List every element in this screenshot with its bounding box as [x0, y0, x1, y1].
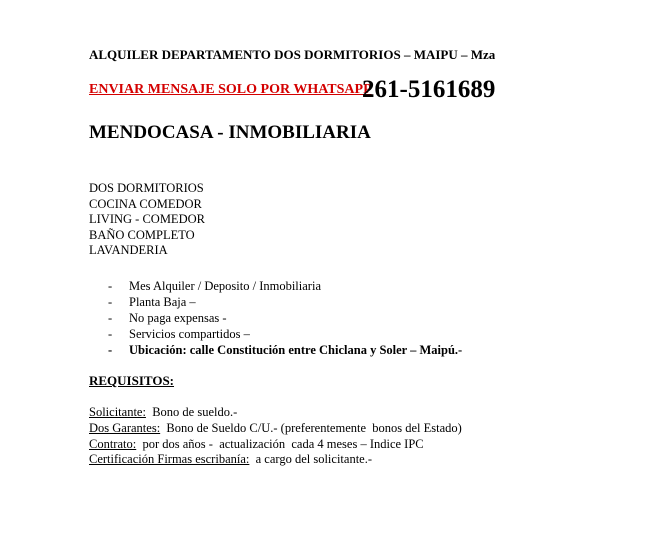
- requirement-text: Bono de Sueldo C/U.- (preferentemente bonos del Estado): [160, 420, 462, 435]
- bullet-dash: -: [108, 343, 113, 357]
- bullet-dash: -: [108, 327, 113, 341]
- requirements-heading: REQUISITOS:: [89, 373, 175, 388]
- list-item: [108, 326, 462, 342]
- feature-item: DOS DORMITORIOS: [89, 181, 204, 195]
- requirement-text: a cargo del solicitante.-: [249, 452, 372, 467]
- list-item: [108, 278, 462, 294]
- list-item-text: Servicios compartidos –: [129, 327, 250, 341]
- requirement-label: Contrato:: [89, 436, 137, 451]
- requirements-list: [89, 405, 462, 468]
- bullet-dash: -: [108, 311, 113, 325]
- list-item-text: Planta Baja –: [129, 295, 196, 309]
- requirement-text: Bono de sueldo.-: [145, 405, 238, 419]
- bullet-dash: -: [108, 279, 113, 293]
- requirement-label: Dos Garantes:: [89, 420, 161, 435]
- requirement-item: [89, 452, 462, 468]
- list-item-text: Mes Alquiler / Deposito / Inmobiliaria: [129, 279, 321, 293]
- whatsapp-notice: ENVIAR MENSAJE SOLO POR WHATSAPP: [89, 82, 372, 97]
- details-list: [108, 278, 462, 358]
- requirement-item: [89, 421, 462, 437]
- requirement-item: [89, 437, 462, 453]
- page-title: ALQUILER DEPARTAMENTO DOS DORMITORIOS – MAIPU – Mza: [89, 47, 496, 62]
- features-list: [89, 181, 205, 259]
- requirement-label: Certificación Firmas escribanía:: [89, 452, 250, 467]
- list-item-text: No paga expensas -: [129, 311, 227, 325]
- feature-item: LAVANDERIA: [89, 243, 168, 257]
- feature-item: LIVING - COMEDOR: [89, 212, 205, 226]
- company-name: MENDOCASA - INMOBILIARIA: [89, 122, 371, 143]
- list-item: [108, 310, 462, 326]
- list-item: [108, 342, 462, 358]
- list-item: [108, 294, 462, 310]
- feature-item: BAÑO COMPLETO: [89, 227, 195, 242]
- feature-item: COCINA COMEDOR: [89, 196, 202, 211]
- requirement-text: por dos años - actualización cada 4 meses – Indice IPC: [136, 436, 424, 451]
- location-text: Ubicación: calle Constitución entre Chiclana y Soler – Maipú.-: [129, 343, 463, 357]
- requirement-label: Solicitante:: [89, 405, 146, 419]
- bullet-dash: -: [108, 295, 113, 309]
- phone-number: 261-5161689: [362, 76, 496, 103]
- requirement-item: [89, 405, 462, 421]
